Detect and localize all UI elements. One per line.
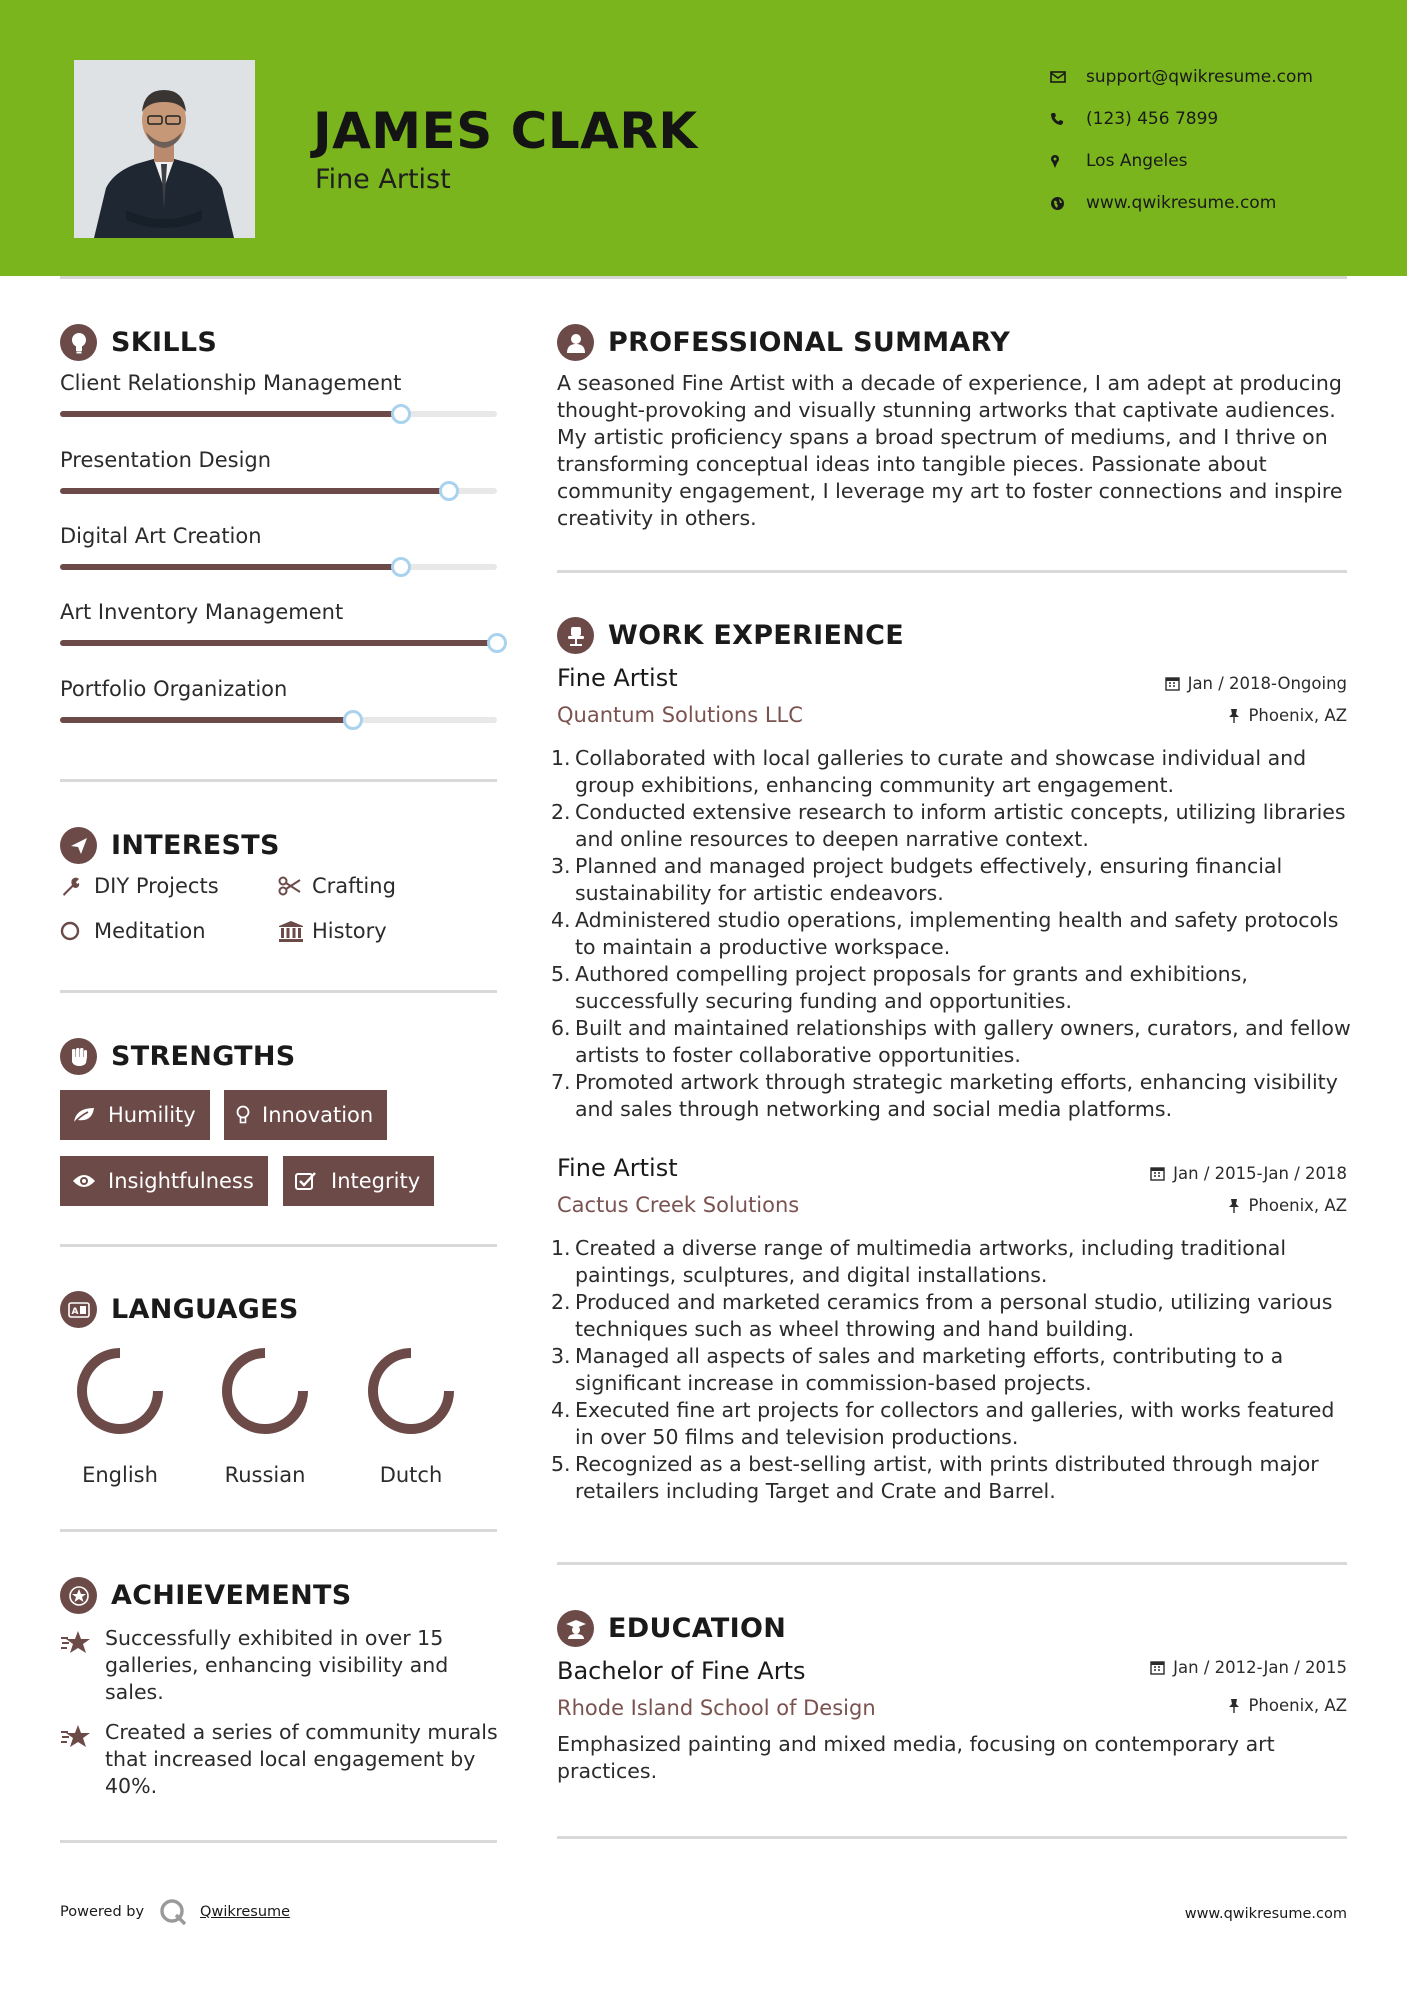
job-title: Fine Artist (557, 664, 678, 692)
strength-tag (60, 1156, 268, 1206)
job-location (1228, 1196, 1347, 1215)
job-dates (1165, 674, 1347, 693)
achievement-text: Successfully exhibited in over 15 galleries, enhancing visibility and sales. (105, 1626, 449, 1704)
calendar-icon (1165, 676, 1180, 691)
office-chair-icon (557, 617, 594, 654)
education-school: Rhode Island School of Design (557, 1696, 876, 1720)
skill-bar-knob (487, 633, 507, 653)
skill-bar-fill (60, 717, 353, 723)
section-divider (557, 1836, 1347, 1839)
achievements-heading (60, 1577, 352, 1614)
interest-label: Meditation (94, 919, 206, 943)
skill-bar-fill (60, 640, 497, 646)
envelope-icon (1050, 70, 1086, 84)
skill-bar-track (60, 488, 497, 494)
language-ring (217, 1343, 313, 1439)
skill-item (60, 677, 497, 723)
scissors-icon (278, 876, 312, 896)
job-dates (1150, 1164, 1347, 1183)
skill-label: Digital Art Creation (60, 524, 262, 548)
education-degree: Bachelor of Fine Arts (557, 1657, 806, 1685)
contact-website-text: www.qwikresume.com (1086, 193, 1277, 213)
section-divider (60, 990, 497, 993)
education-title: EDUCATION (608, 1613, 787, 1644)
skill-bar-fill (60, 488, 449, 494)
skill-item (60, 524, 497, 570)
interest-label: DIY Projects (94, 874, 219, 898)
qwikresume-logo-icon (158, 1897, 188, 1927)
strength-label: Innovation (262, 1103, 374, 1127)
summary-title: PROFESSIONAL SUMMARY (608, 327, 1011, 358)
graduate-icon (557, 1610, 594, 1647)
contact-list (1050, 56, 1313, 224)
institution-icon (278, 920, 312, 942)
education-description: Emphasized painting and mixed media, focusing on contemporary art practices. (557, 1732, 1275, 1783)
strength-tag (283, 1156, 434, 1206)
section-divider (60, 1244, 497, 1247)
skills-heading (60, 324, 217, 361)
interest-item (278, 874, 396, 898)
languages-heading (60, 1291, 299, 1328)
job-bullet: Managed all aspects of sales and marketing efforts, contributing to a significant increase in commission-based projects. (575, 1344, 1284, 1395)
language-ring (363, 1343, 459, 1439)
job-location-text: Phoenix, AZ (1248, 706, 1347, 725)
language-label: Dutch (379, 1463, 443, 1487)
job-bullet: Created a diverse range of multimedia artworks, including traditional paintings, sculptures, and digital installations. (575, 1236, 1287, 1287)
languages-title: LANGUAGES (111, 1294, 299, 1325)
footer-url[interactable]: www.qwikresume.com (1184, 1906, 1347, 1922)
language-label: Russian (224, 1463, 306, 1487)
section-divider (60, 1840, 497, 1843)
achievement-text: Created a series of community murals that increased local engagement by 40%. (105, 1720, 498, 1798)
interest-item (60, 874, 219, 898)
skill-item (60, 600, 497, 646)
lightbulb-icon (60, 324, 97, 361)
language-icon (60, 1291, 97, 1328)
job-company: Quantum Solutions LLC (557, 703, 803, 727)
header-divider (60, 276, 1347, 279)
powered-by-text: Powered by (60, 1904, 145, 1920)
contact-location-text: Los Angeles (1086, 151, 1188, 171)
job-location (1228, 706, 1347, 725)
job-bullets (575, 745, 1355, 1123)
strength-label: Integrity (331, 1169, 421, 1193)
pushpin-icon (1228, 1698, 1240, 1713)
contact-phone-text: (123) 456 7899 (1086, 109, 1219, 129)
section-divider (557, 1562, 1347, 1565)
user-icon (557, 324, 594, 361)
skill-label: Client Relationship Management (60, 371, 402, 395)
achievement-item (60, 1625, 500, 1706)
experience-title: WORK EXPERIENCE (608, 620, 904, 651)
skill-bar-knob (391, 557, 411, 577)
section-divider (60, 1529, 497, 1532)
skill-item (60, 371, 497, 417)
skill-bar-knob (439, 481, 459, 501)
education-dates-text: Jan / 2012-Jan / 2015 (1173, 1658, 1347, 1677)
pushpin-icon (1228, 708, 1240, 723)
achievements-title: ACHIEVEMENTS (111, 1580, 352, 1611)
calendar-icon (1150, 1166, 1165, 1181)
globe-icon (1050, 196, 1086, 211)
strength-label: Humility (108, 1103, 196, 1127)
skill-bar-knob (391, 404, 411, 424)
job-bullet: Administered studio operations, implementing health and safety protocols to maintain a productive workspace. (575, 908, 1339, 959)
star-badge-icon (60, 1577, 97, 1614)
interest-item (278, 919, 387, 943)
qwikresume-link[interactable]: Qwikresume (200, 1904, 291, 1920)
interest-label: Crafting (312, 874, 396, 898)
section-divider (557, 570, 1347, 573)
map-pin-icon (1050, 154, 1086, 169)
skill-bar-fill (60, 411, 401, 417)
contact-location (1050, 140, 1313, 182)
language-ring (72, 1343, 168, 1439)
job-bullet: Executed fine art projects for collectors and galleries, with works featured in over 50 films and television productions. (575, 1398, 1335, 1449)
skill-label: Presentation Design (60, 448, 272, 472)
circle-icon (60, 920, 94, 942)
job-bullet: Promoted artwork through strategic marketing efforts, enhancing visibility and sales through networking and social media platforms. (575, 1070, 1338, 1121)
strengths-title: STRENGTHS (111, 1041, 296, 1072)
language-item (356, 1343, 466, 1487)
skill-bar-track (60, 640, 497, 646)
job-title: Fine Artist (557, 1154, 678, 1182)
job-bullet: Planned and managed project budgets effectively, ensuring financial sustainability for artistic endeavors. (575, 854, 1283, 905)
fist-icon (60, 1038, 97, 1075)
footer-powered-by (60, 1897, 290, 1927)
job-bullet: Authored compelling project proposals for grants and exhibitions, successfully securing funding and opportunities. (575, 962, 1248, 1013)
job-bullet: Recognized as a best-selling artist, with prints distributed through major retailers including Target and Crate and Barrel. (575, 1452, 1319, 1503)
strength-label: Insightfulness (108, 1169, 254, 1193)
experience-heading (557, 617, 904, 654)
wrench-icon (60, 875, 94, 897)
calendar-icon (1150, 1660, 1165, 1675)
job-bullet: Produced and marketed ceramics from a personal studio, utilizing various techniques such as wheel throwing and hand building. (575, 1290, 1333, 1341)
skill-label: Portfolio Organization (60, 677, 288, 701)
skill-label: Art Inventory Management (60, 600, 344, 624)
education-location (1228, 1696, 1347, 1715)
pushpin-icon (1228, 1198, 1240, 1213)
check-square-icon (295, 1171, 331, 1191)
skill-bar-fill (60, 564, 401, 570)
phone-icon (1050, 112, 1086, 126)
strength-tag (224, 1090, 387, 1140)
job-bullet: Conducted extensive research to inform artistic concepts, utilizing libraries and online resources to deepen narrative context. (575, 800, 1346, 851)
contact-email[interactable] (1050, 56, 1313, 98)
job-dates-text: Jan / 2015-Jan / 2018 (1173, 1164, 1347, 1183)
interest-label: History (312, 919, 387, 943)
skills-title: SKILLS (111, 327, 218, 358)
svg-text:A: A (71, 1306, 79, 1317)
achievement-item (60, 1719, 500, 1800)
shooting-star-icon (60, 1625, 105, 1706)
interest-item (60, 919, 206, 943)
candidate-role: Fine Artist (315, 164, 451, 195)
leaf-icon (72, 1106, 108, 1124)
skill-item (60, 448, 497, 494)
summary-text: A seasoned Fine Artist with a decade of experience, I am adept at producing thought-provoking and visually stunning artworks that captivate audiences. My artistic proficiency spans a broad spectrum of mediums, and I thrive on transforming conceptual ideas into tangible pieces. Passionate about community engagement, I leverage my art to foster connections and inspire creativity in others. (557, 371, 1343, 530)
language-ring-arc (82, 1353, 158, 1429)
summary-heading (557, 324, 1010, 361)
language-item (65, 1343, 175, 1487)
job-location-text: Phoenix, AZ (1248, 1196, 1347, 1215)
skill-bar-track (60, 564, 497, 570)
lightbulb-icon (236, 1105, 262, 1125)
strength-tag (60, 1090, 210, 1140)
strengths-heading (60, 1038, 296, 1075)
contact-website[interactable] (1050, 182, 1313, 224)
education-heading (557, 1610, 786, 1647)
interests-title: INTERESTS (111, 830, 280, 861)
interests-heading (60, 827, 280, 864)
contact-email-text: support@qwikresume.com (1086, 67, 1313, 87)
job-bullet: Collaborated with local galleries to curate and showcase individual and group exhibitions, enhancing community art engagement. (575, 746, 1307, 797)
skill-bar-track (60, 717, 497, 723)
profile-photo (74, 60, 255, 238)
shooting-star-icon (60, 1719, 105, 1800)
job-dates-text: Jan / 2018-Ongoing (1187, 674, 1347, 693)
skill-bar-track (60, 411, 497, 417)
candidate-name: JAMES CLARK (313, 102, 698, 160)
language-ring-arc (227, 1353, 303, 1429)
job-bullets (575, 1235, 1355, 1505)
language-item (210, 1343, 320, 1487)
language-ring-arc (373, 1353, 449, 1429)
education-dates (1150, 1658, 1347, 1677)
job-bullet: Built and maintained relationships with gallery owners, curators, and fellow artists to foster collaborative opportunities. (575, 1016, 1351, 1067)
job-company: Cactus Creek Solutions (557, 1193, 800, 1217)
education-location-text: Phoenix, AZ (1248, 1696, 1347, 1715)
eye-icon (72, 1173, 108, 1189)
paper-plane-icon (60, 827, 97, 864)
section-divider (60, 779, 497, 782)
language-label: English (82, 1463, 158, 1487)
contact-phone[interactable] (1050, 98, 1313, 140)
skill-bar-knob (343, 710, 363, 730)
